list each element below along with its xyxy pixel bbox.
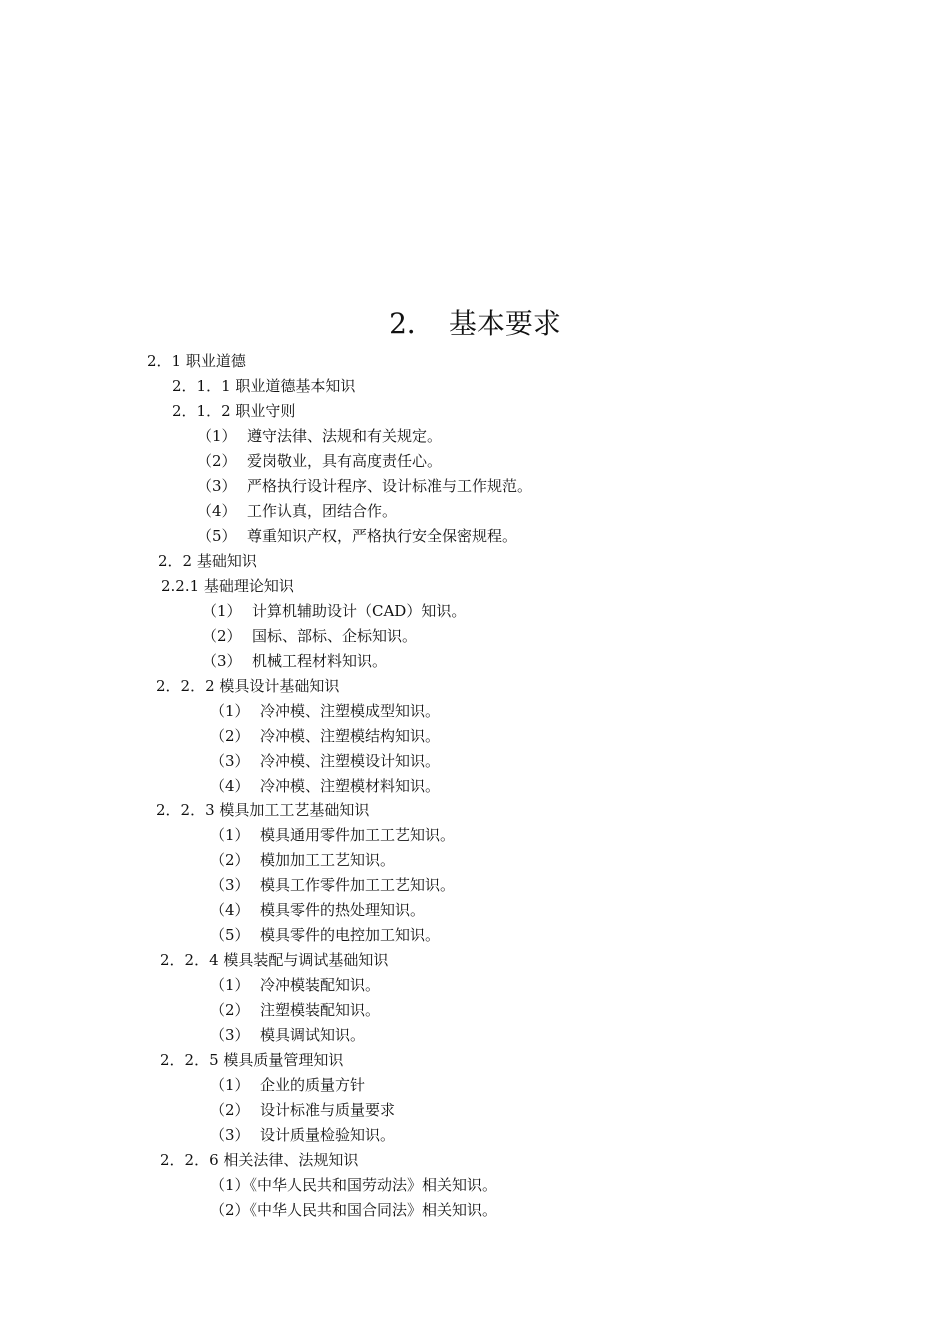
heading-2-2: 2．2 基础知识 xyxy=(158,552,257,570)
list-item xyxy=(210,776,440,796)
item-number: （3） xyxy=(210,752,250,770)
list-item xyxy=(210,1125,395,1145)
heading-2-1-1: 2．1．1 职业道德基本知识 xyxy=(172,377,356,395)
item-text: 机械工程材料知识。 xyxy=(252,652,388,670)
heading-2-2-5: 2．2．5 模具质量管理知识 xyxy=(160,1051,344,1069)
heading-2-1: 2．1 职业道德 xyxy=(147,352,246,370)
list-item xyxy=(197,451,442,471)
item-text: 冷冲模、注塑模材料知识。 xyxy=(260,777,441,795)
item-text: 设计质量检验知识。 xyxy=(260,1126,396,1144)
list-item xyxy=(210,701,440,721)
item-number: （2） xyxy=(210,727,250,745)
list-item xyxy=(210,925,440,945)
item-number: （2） xyxy=(197,452,237,470)
list-item xyxy=(197,476,532,496)
item-text: 计算机辅助设计（CAD）知识。 xyxy=(252,602,467,620)
list-item xyxy=(202,651,387,671)
heading-2-2-4: 2．2．4 模具装配与调试基础知识 xyxy=(160,951,389,969)
item-text: 设计标准与质量要求 xyxy=(260,1101,396,1119)
list-item xyxy=(210,1100,395,1120)
list-item xyxy=(202,601,466,621)
list-item xyxy=(210,900,425,920)
list-item xyxy=(210,1000,380,1020)
list-item xyxy=(210,751,440,771)
heading-2-2-2: 2．2．2 模具设计基础知识 xyxy=(156,677,340,695)
item-text: 国标、部标、企标知识。 xyxy=(252,627,418,645)
item-number: （3） xyxy=(202,652,242,670)
item-number: （5） xyxy=(210,926,250,944)
item-text: 冷冲模、注塑模成型知识。 xyxy=(260,702,441,720)
list-item xyxy=(210,850,395,870)
item-text: 冷冲模、注塑模结构知识。 xyxy=(260,727,441,745)
list-item xyxy=(210,726,440,746)
item-number: （3） xyxy=(197,477,237,495)
item-number: （5） xyxy=(197,527,237,545)
list-item xyxy=(210,1175,497,1195)
item-text: 冷冲模装配知识。 xyxy=(260,976,381,994)
heading-2-2-1: 2.2.1 基础理论知识 xyxy=(161,577,294,595)
item-text: 爱岗敬业，具有高度责任心。 xyxy=(247,452,443,470)
item-number: （1） xyxy=(210,826,250,844)
item-text: 遵守法律、法规和有关规定。 xyxy=(247,427,443,445)
item-number: （1） xyxy=(197,427,237,445)
heading-2-2-6: 2．2．6 相关法律、法规知识 xyxy=(160,1151,359,1169)
item-number: （4） xyxy=(210,777,250,795)
item-text: 《中华人民共和国合同法》相关知识。 xyxy=(249,1201,498,1219)
list-item xyxy=(210,975,380,995)
list-item xyxy=(197,426,442,446)
item-text: 《中华人民共和国劳动法》相关知识。 xyxy=(249,1176,498,1194)
item-text: 严格执行设计程序、设计标准与工作规范。 xyxy=(247,477,533,495)
item-number: （1） xyxy=(210,702,250,720)
list-item xyxy=(210,875,455,895)
item-number: （3） xyxy=(210,1026,250,1044)
list-item xyxy=(210,1025,365,1045)
list-item xyxy=(202,626,417,646)
item-text: 企业的质量方针 xyxy=(260,1076,366,1094)
item-text: 冷冲模、注塑模设计知识。 xyxy=(260,752,441,770)
item-text: 模具零件的热处理知识。 xyxy=(260,901,426,919)
heading-2-2-3: 2．2．3 模具加工工艺基础知识 xyxy=(156,801,370,819)
item-number: （3） xyxy=(210,1126,250,1144)
list-item xyxy=(210,1075,365,1095)
item-text: 注塑模装配知识。 xyxy=(260,1001,381,1019)
item-text: 尊重知识产权，严格执行安全保密规程。 xyxy=(247,527,518,545)
heading-2-1-2: 2．1．2 职业守则 xyxy=(172,402,296,420)
section-title: 2． 基本要求 xyxy=(389,307,561,340)
item-number: （1） xyxy=(202,602,242,620)
item-number: （4） xyxy=(210,901,250,919)
item-number: （2） xyxy=(202,627,242,645)
item-number: （2） xyxy=(210,1201,250,1219)
list-item xyxy=(197,526,517,546)
item-number: （1） xyxy=(210,1176,250,1194)
item-text: 工作认真，团结合作。 xyxy=(247,502,398,520)
item-number: （2） xyxy=(210,851,250,869)
item-number: （2） xyxy=(210,1101,250,1119)
item-number: （3） xyxy=(210,876,250,894)
item-text: 模具调试知识。 xyxy=(260,1026,366,1044)
item-number: （1） xyxy=(210,976,250,994)
item-number: （4） xyxy=(197,502,237,520)
item-text: 模具工作零件加工工艺知识。 xyxy=(260,876,456,894)
list-item xyxy=(210,1200,497,1220)
item-text: 模具零件的电控加工知识。 xyxy=(260,926,441,944)
list-item xyxy=(197,501,397,521)
item-number: （2） xyxy=(210,1001,250,1019)
item-text: 模具通用零件加工工艺知识。 xyxy=(260,826,456,844)
list-item xyxy=(210,825,455,845)
item-text: 模加加工工艺知识。 xyxy=(260,851,396,869)
item-number: （1） xyxy=(210,1076,250,1094)
